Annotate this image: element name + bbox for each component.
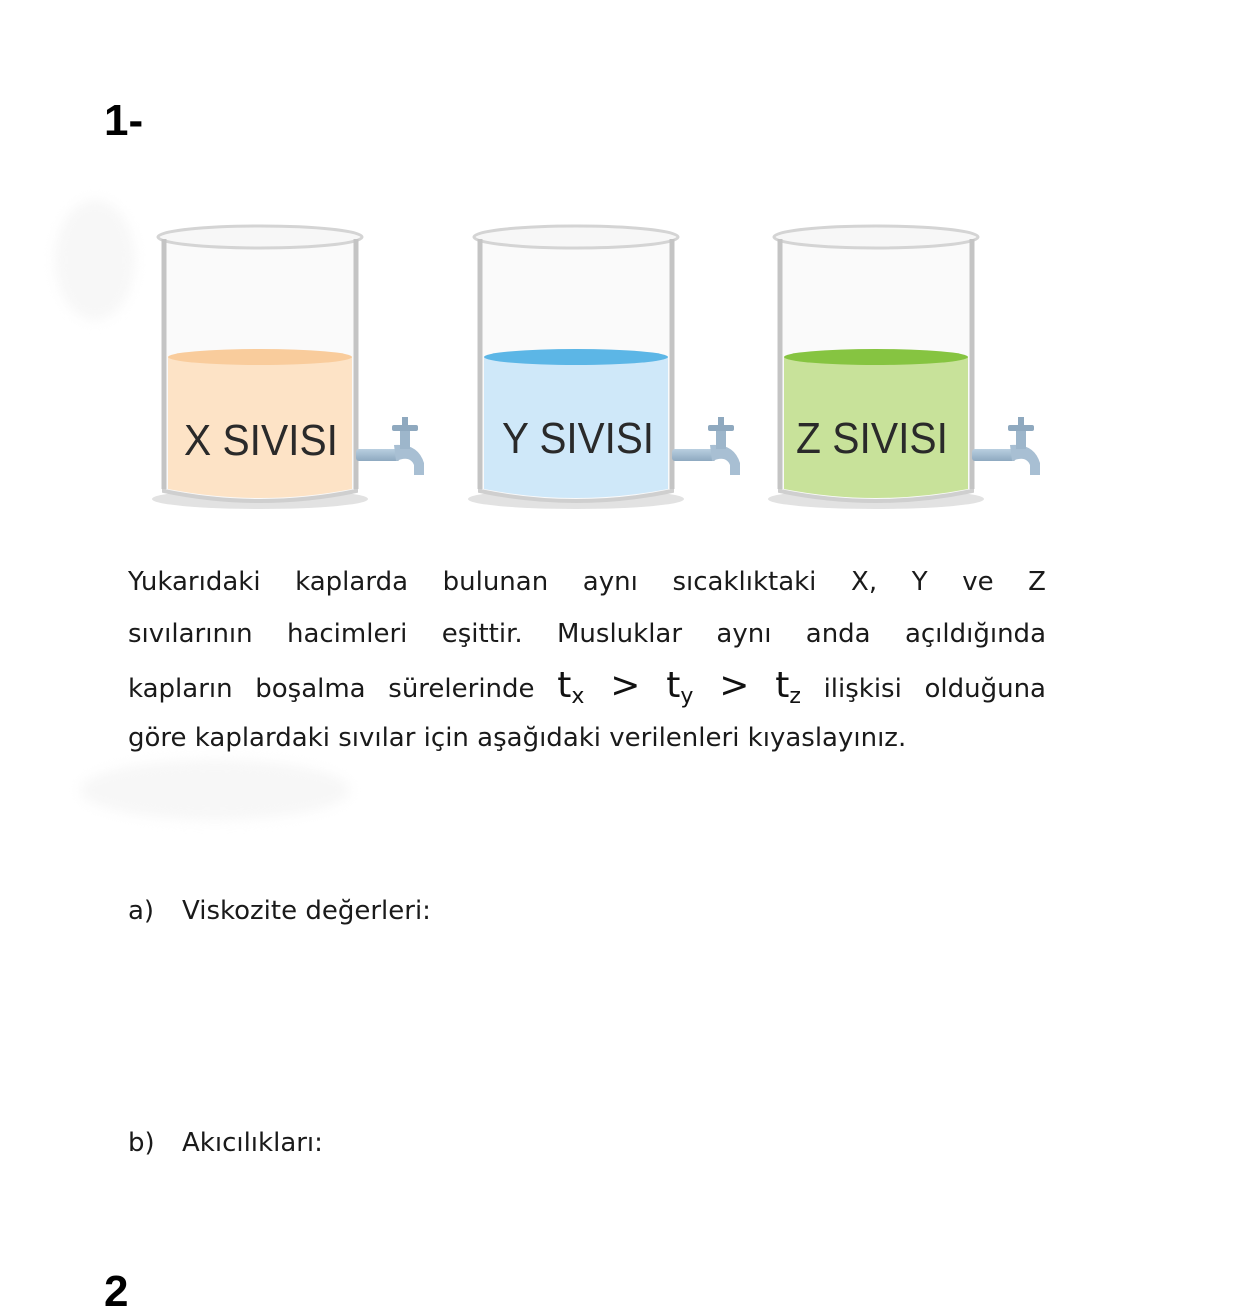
paragraph-line-with-formula [128,660,1046,712]
question-number: 1- [104,96,144,145]
formula-gt: > [719,665,750,706]
scan-smudge [80,760,350,820]
liquid-surface-z [784,349,968,365]
paragraph-text: kapların boşalma sürelerinde [128,674,535,704]
item-marker: a) [128,896,155,926]
faucet-icon [972,417,1040,475]
liquid-surface-y [484,349,668,365]
formula-t: t [775,665,790,706]
item-marker: b) [128,1128,155,1158]
sub-question-a [128,896,431,926]
beakers-figure [130,215,1070,520]
paragraph-line: göre kaplardaki sıvılar için aşağıdaki verilenleri kıyaslayınız. [128,723,907,753]
beaker-x [152,226,424,509]
question-paragraph [128,556,1046,764]
beaker-z [768,226,1040,509]
paragraph-text: ilişkisi olduğuna [823,674,1046,704]
formula-sub-z: z [789,684,801,709]
beaker-label-z: Z SIVISI [796,414,948,463]
beaker-label-x: X SIVISI [184,416,338,465]
item-text: Akıcılıkları: [182,1128,323,1158]
formula-sub-x: x [571,684,585,709]
beakers-illustration [130,215,1070,520]
next-question-number: 2 [104,1267,129,1316]
formula-t: t [666,665,681,706]
formula-gt: > [610,665,641,706]
formula-t: t [557,665,572,706]
beaker-label-y: Y SIVISI [502,414,654,463]
formula-sub-y: y [680,684,694,709]
faucet-icon [672,417,740,475]
item-text: Viskozite değerleri: [182,896,431,926]
time-relation-formula [557,665,801,709]
paragraph-line: Yukarıdaki kaplarda bulunan aynı sıcaklıktaki X, Y ve Z [128,567,1046,597]
paragraph-line: sıvılarının hacimleri eşittir. Musluklar aynı anda açıldığında [128,619,1046,649]
scan-smudge [55,200,135,320]
sub-question-b [128,1128,323,1158]
beaker-y [468,226,740,509]
faucet-icon [356,417,424,475]
liquid-surface-x [168,349,352,365]
